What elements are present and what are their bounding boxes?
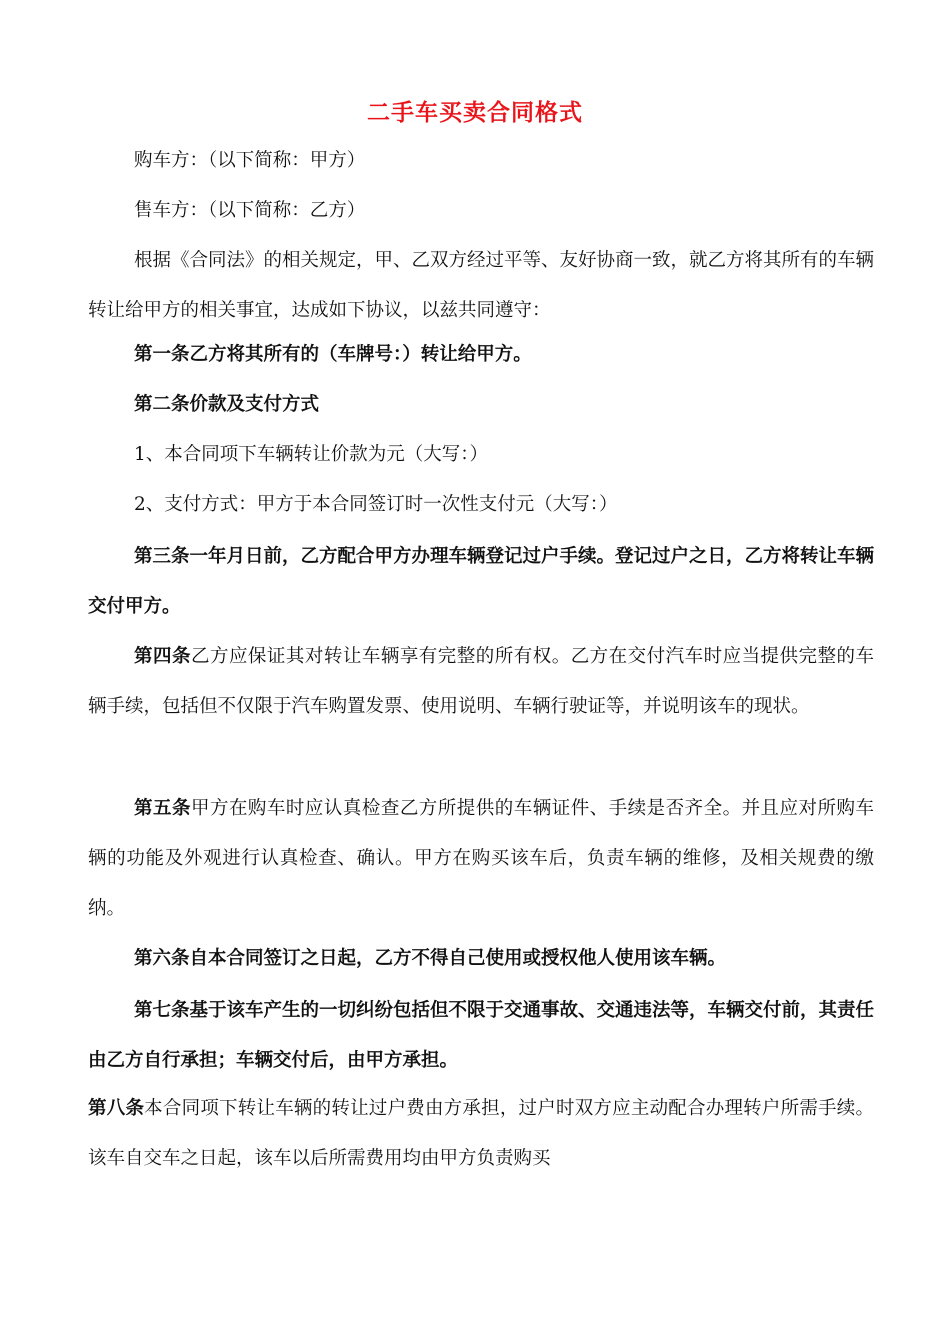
buyer-line: 购车方：（以下简称：甲方） bbox=[134, 150, 366, 171]
article-7: 第七条基于该车产生的一切纠纷包括但不限于交通事故、交通违法等，车辆交付前，其责任由乙方自行承担；车辆交付后，由甲方承担。 bbox=[88, 1000, 875, 1071]
article-5 bbox=[88, 784, 874, 934]
article-4-heading: 第四条 bbox=[134, 646, 191, 667]
article-4 bbox=[88, 632, 874, 732]
article-4-body: 乙方应保证其对转让车辆享有完整的所有权。乙方在交付汽车时应当提供完整的车辆手续，包括但不仅限于汽车购置发票、使用说明、车辆行驶证等，并说明该车的现状。 bbox=[88, 646, 874, 717]
article-2-item-2: 2、支付方式：甲方于本合同签订时一次性支付元（大写：） bbox=[134, 494, 618, 515]
article-8-heading: 第八条 bbox=[88, 1098, 145, 1119]
article-8 bbox=[88, 1084, 874, 1184]
article-2-item-1: 1、本合同项下车辆转让价款为元（大写：） bbox=[134, 444, 489, 465]
article-5-body: 甲方在购车时应认真检查乙方所提供的车辆证件、手续是否齐全。并且应对所购车辆的功能及外观进行认真检查、确认。甲方在购买该车后，负责车辆的维修，及相关规费的缴纳。 bbox=[88, 798, 874, 919]
article-3: 第三条一年月日前，乙方配合甲方办理车辆登记过户手续。登记过户之日，乙方将转让车辆交付甲方。 bbox=[88, 546, 875, 617]
article-5-heading: 第五条 bbox=[134, 798, 191, 819]
article-8-body: 本合同项下转让车辆的转让过户费由方承担，过户时双方应主动配合办理转户所需手续。该车自交车之日起，该车以后所需费用均由甲方负责购买 bbox=[88, 1098, 874, 1169]
intro-paragraph: 根据《合同法》的相关规定，甲、乙双方经过平等、友好协商一致，就乙方将其所有的车辆转让给甲方的相关事宜，达成如下协议，以兹共同遵守： bbox=[88, 250, 875, 321]
article-6: 第六条自本合同签订之日起，乙方不得自己使用或授权他人使用该车辆。 bbox=[134, 948, 727, 969]
document-title: 二手车买卖合同格式 bbox=[367, 100, 583, 126]
seller-line: 售车方：（以下简称：乙方） bbox=[134, 200, 366, 221]
article-2-heading: 第二条价款及支付方式 bbox=[134, 394, 320, 415]
article-1: 第一条乙方将其所有的（车牌号：）转让给甲方。 bbox=[134, 344, 532, 365]
